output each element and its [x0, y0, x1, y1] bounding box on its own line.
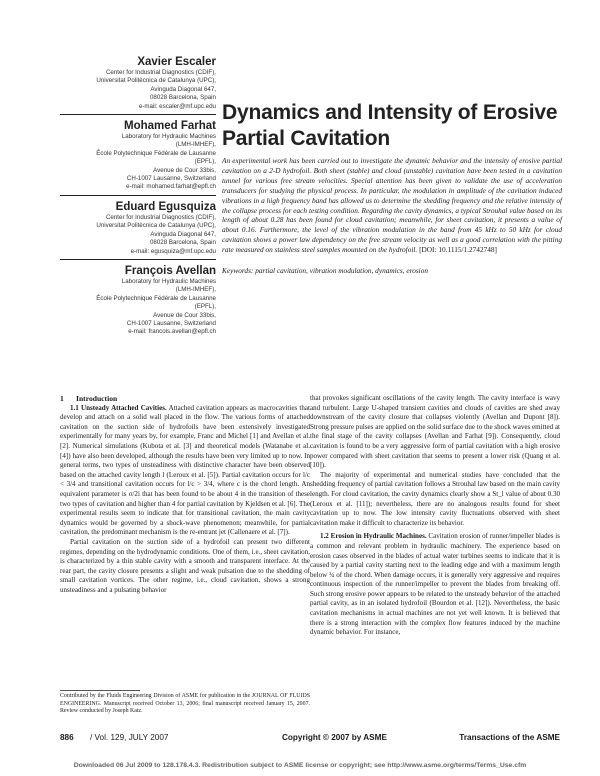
author	[60, 201, 216, 260]
paragraph: The majority of experimental and numerical studies have concluded that the shedding frequency of partial cavitation follows a Strouhal law based on the main cavity length. For cloud cavitation, the cavity dynamics clearly show a St_l value of about 0.30 (Leroux et al. [11]); nevertheless, there are no analogous results found for sheet cavitation up to now. The low intensity cavity fluctuations observed with sheet cavitation make it difficult to characterize its behavior.	[310, 470, 560, 527]
paragraph-text: Cavitation erosion of runner/impeller blades is a common and relevant problem in hydraulic machinery. The experience based on erosion cases observed in the blades of actual water turbines seems to indicate that it is caused by a partial cavity starting next to the leading edge and with a maximum length below ¾ of the chord. When damage occurs, it is generally very aggressive and requires continuous inspection of the runner/impeller to prevent the blades from breaking off. Such strong erosive power appears to be related to the unsteady behavior of the attached partial cavity, as in an isolated hydrofoil (Bourdon et al. [12]). Nevertheless, the basic cavitation mechanisms in actual machines are not yet well known. It is believed that there is a strong interaction with the complex flow features induced by the machine dynamic behavior. For instance,	[310, 532, 560, 637]
subsection-title: Unsteady Attached Cavities.	[81, 403, 167, 412]
keywords-text: partial cavitation, vibration modulation, dynamics, erosion	[255, 266, 429, 275]
subsection-number: 1.1	[70, 403, 79, 412]
left-column	[60, 394, 310, 595]
author-email[interactable]: e-mail: egusquiza@mf.upc.edu	[130, 247, 216, 255]
author	[60, 265, 216, 337]
author-divider	[60, 195, 216, 196]
paragraph: Partial cavitation on the suction side of a hydrofoil can present two different regimes, depending on the hydrodynamic conditions. One of them, i.e., sheet cavitation, is characterized by a thin stable cavity with a smooth and transparent interface. At the rear part, the cavity closure presents a slight and weak pulsation due to the shedding of small cavitation vortices. The other regime, i.e., cloud cavitation, shows a strong unsteadiness and a pulsating behavior	[60, 537, 310, 594]
section-number: 1	[60, 394, 64, 403]
author-name: Xavier Escaler	[137, 56, 216, 68]
author-name: Mohamed Farhat	[123, 120, 216, 133]
author-email[interactable]: e-mail: escaler@mf.upc.edu	[138, 102, 216, 110]
volume-info: / Vol. 129, JULY 2007	[90, 733, 169, 742]
affiliation-line: École Polytechnique Fédérale de Lausanne	[96, 294, 216, 302]
affiliation-line: Center for Industrial Diagnostics (CDIF),	[105, 69, 216, 76]
affiliation-line: CH-1007 Lausanne, Switzerland	[126, 175, 216, 183]
subsection-number: 1.2	[320, 532, 329, 541]
title-line: Dynamics and Intensity of Erosive	[222, 101, 558, 124]
keywords-label: Keywords:	[222, 266, 254, 275]
affiliation-line: (LMH-IMHEF),	[175, 286, 216, 294]
footnote: Contributed by the Fluids Engineering Division of ASME for publication in the JOURNAL OF FLUIDS ENGINEERING. Manuscript received October 13, 2006; final manuscript received January 15, 2007. Review conducted by Joseph Katz.	[60, 693, 310, 715]
author-email[interactable]: e-mail: mohamed.farhat@epfl.ch	[126, 183, 216, 191]
subsection-heading	[70, 404, 167, 412]
paragraph	[60, 404, 310, 538]
copyright: Copyright © 2007 by ASME	[282, 733, 387, 742]
abstract-text: An experimental work has been carried out to investigate the dynamic behavior and the intensity of erosive partial cavitation on a 2-D hydrofoil. Both sheet (stable) and cloud (unstable) cavitation have been tested in a cavitation tunnel for various free stream velocities. Special attention has been given to validate the use of acceleration transducers for studying the physical process. In particular, the modulation in amplitude of the cavitation induced vibrations in a high frequency band has allowed us to determine the shedding frequency and the relative intensity of the collapse process for each testing condition. Regarding the cavity dynamics, a typical Strouhal value based on its length of about 0.28 has been found for cloud cavitation; meanwhile, for sheet cavitation, it presents a value of about 0.16. Furthermore, the level of the vibration modulation in the band from 45 kHz to 50 kHz for cloud cavitation shows a power law dependency on the free stream velocity as well as a good correlation with the pitting rate measured on stainless steel samples mounted on the hydrofoil.	[222, 156, 562, 255]
doi-link[interactable]: [DOI: 10.1115/1.2742748]	[419, 245, 497, 255]
affiliation-line: Avinguda Diagonal 647,	[150, 230, 216, 238]
affiliation-line: Laboratory for Hydraulic Machines	[121, 277, 216, 285]
affiliation-line: CH-1007 Lausanne, Switzerland	[126, 319, 216, 327]
section-title: Introduction	[76, 394, 118, 403]
subsection-heading	[320, 532, 427, 540]
affiliation-line: (EPFL),	[194, 303, 216, 311]
affiliation-line: 08028 Barcelona, Spain	[149, 94, 216, 102]
page-number: 886	[60, 733, 74, 742]
affiliation-line: Universitat Politècnica de Catalunya (UPC),	[96, 77, 216, 85]
affiliation-line: Avenue de Cour 33bis,	[153, 311, 216, 319]
journal-name: Transactions of the ASME	[459, 733, 560, 742]
author	[60, 120, 216, 196]
author-name: Eduard Egusquiza	[115, 200, 216, 213]
footnote-divider	[60, 690, 140, 691]
paragraph-text: Attached cavitation appears as macrocavities that develop and attach on a solid wall placed in the flow. The various forms of attached cavitation on the suction side of hydrofoils have been extensively investigated experimentally for many years by, for example, Franc and Michel [1] and Avellan et al. [2]. Numerical simulations (Kubota et al. [3] and theoretical models (Watanabe et al. [4]) have also been developed, although the results have been very limited up to now. In general terms, two types of unsteadiness with distinctive character have been observed based on the attached cavity length l (Leroux et al. [5]). Partial cavitation occurs for l/c < 3/4 and transitional cavitation occurs for l/c > 3/4, where c is the chord length. An equivalent parameter is σ/2i that has been found to be about 4 in the transition of these two types of cavitation and higher than 4 for partial cavitation by Kjeldsen et al. [6]. The experimental results seem to indicate that for transitional cavitation, the main cavity dynamics would be governed by a shock-wave phenomenon; meanwhile, for partial cavitation, the predominant mechanism is the re-entrant jet (Callenaere et al. [7]).	[60, 403, 311, 537]
affiliation-line: Universitat Politècnica de Catalunya (UPC),	[96, 222, 216, 230]
keywords	[222, 266, 562, 275]
affiliation-line: Laboratory for Hydraulic Machines	[121, 133, 216, 141]
author-block	[60, 56, 216, 341]
subsection-title: Erosion in Hydraulic Machines.	[330, 532, 427, 541]
affiliation-line: (EPFL),	[194, 158, 216, 166]
paragraph	[310, 532, 560, 638]
abstract	[222, 156, 562, 255]
right-column	[310, 394, 560, 638]
title-line: Partial Cavitation	[222, 127, 390, 150]
affiliation-line: École Polytechnique Fédérale de Lausanne	[96, 149, 216, 157]
author-name: François Avellan	[124, 264, 216, 277]
author	[60, 56, 216, 115]
affiliation-line: Avinguda Diagonal 647,	[150, 85, 216, 93]
section-heading	[60, 394, 310, 404]
affiliation-line: Avenue de Cour 33bis,	[153, 166, 216, 174]
author-email[interactable]: e-mail: francois.avellan@epfl.ch	[128, 328, 216, 336]
affiliation-line: 08028 Barcelona, Spain	[149, 239, 216, 247]
paper-title	[222, 100, 562, 152]
affiliation-line: (LMH-IMHEF),	[175, 141, 216, 149]
author-divider	[60, 259, 216, 260]
author-divider	[60, 114, 216, 115]
affiliation-line: Center for Industrial Diagnostics (CDIF),	[105, 213, 216, 221]
download-notice: Downloaded 06 Jul 2009 to 128.178.4.3. Redistribution subject to ASME license or copyright; see http://www.asme.org/terms/Terms_Use.cfm	[73, 762, 527, 769]
paragraph: that provokes significant oscillations of the cavity length. The cavity interface is wavy and turbulent. Large U-shaped transient cavities and clouds of cavities are shed away downstream of the cavity closure that collapses violently (Avellan and Dupont [8]). Strong pressure pulses are applied on the solid surface due to the shock waves emitted at the final stage of the cavity collapses (Avellan and Farhat [9]). Consequently, cloud cavitation is found to be a very aggressive form of partial cavitation with a high erosive power compared with sheet cavitation that seems to present a lower risk (Quang et al. [10]).	[310, 394, 560, 470]
